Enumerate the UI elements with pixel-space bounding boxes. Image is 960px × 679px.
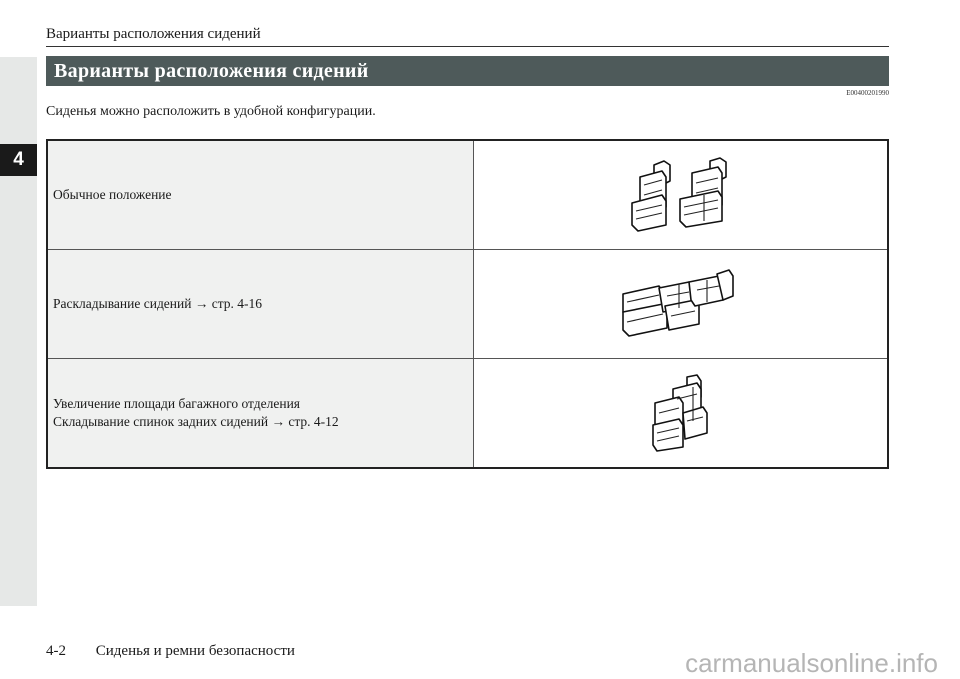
page-footer <box>46 643 295 660</box>
row-label-line: Обычное положение <box>53 187 172 202</box>
row-label-line: Раскладывание сидений → стр. 4-16 <box>53 296 263 311</box>
row-illustration <box>474 140 889 250</box>
header-rule <box>46 46 889 47</box>
table-row <box>47 140 888 250</box>
running-head: Варианты расположения сидений <box>46 26 261 42</box>
row-illustration <box>474 250 889 359</box>
seats-folded-icon <box>649 373 713 453</box>
table-row <box>47 359 888 469</box>
seats-normal-icon <box>626 155 736 235</box>
intro-text: Сиденья можно расположить в удобной конфигурации. <box>46 104 376 119</box>
watermark: carmanualsonline.info <box>685 648 938 678</box>
seats-flat-icon <box>619 268 743 340</box>
section-title: Варианты расположения сидений <box>46 56 889 86</box>
table-row <box>47 250 888 359</box>
footer-chapter-title: Сиденья и ремни безопасности <box>95 643 295 659</box>
row-label <box>47 140 474 250</box>
chapter-tab: 4 <box>0 144 37 176</box>
row-label <box>47 359 474 469</box>
document-code: E00400201990 <box>846 89 889 97</box>
row-label-line: Увеличение площади багажного отделения <box>53 396 301 411</box>
page-number: 4-2 <box>46 643 66 659</box>
row-label <box>47 250 474 359</box>
chapter-side-strip <box>0 57 37 606</box>
row-label-line: Складывание спинок задних сидений → стр. 4-12 <box>53 414 339 429</box>
row-illustration <box>474 359 889 469</box>
seat-arrangement-table <box>46 139 889 469</box>
